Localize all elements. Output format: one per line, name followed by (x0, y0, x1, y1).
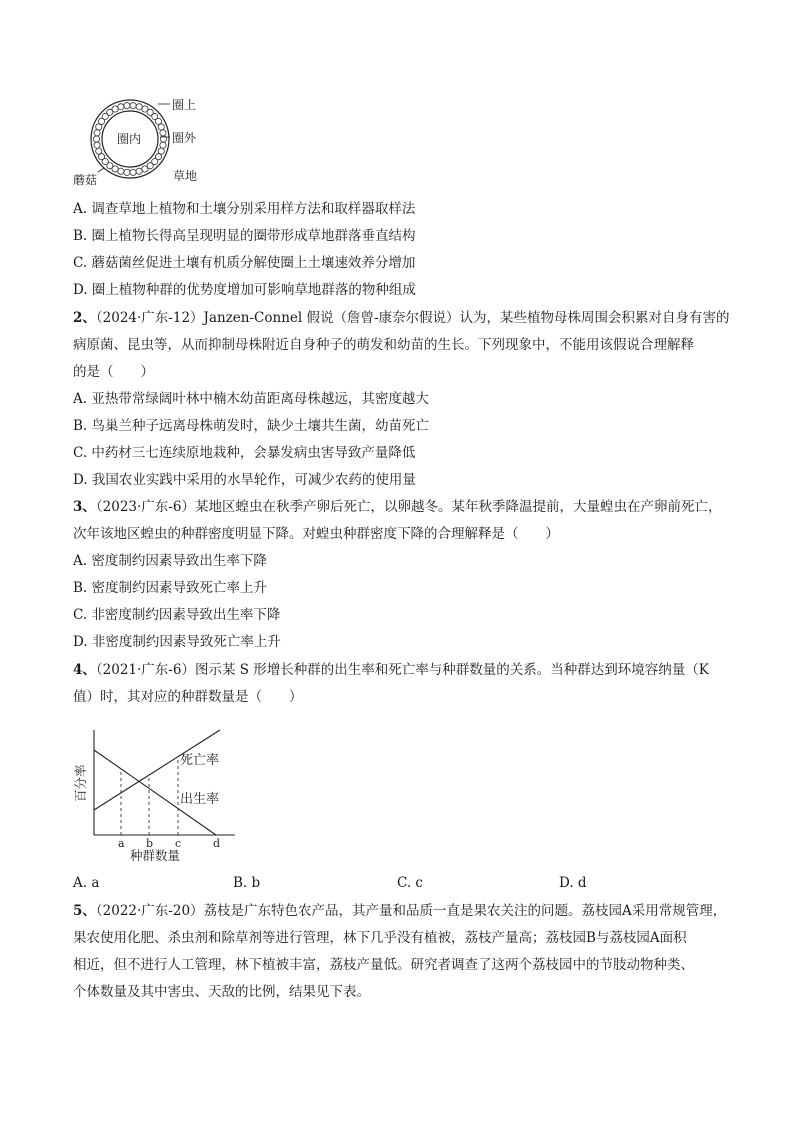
mushroom-dot (158, 124, 164, 130)
mushroom-dot (112, 106, 118, 112)
q3-stem-line-1 (73, 498, 721, 516)
mushroom-dot (94, 130, 100, 136)
q2-number: 2、 (73, 310, 96, 326)
mushroom-dot (93, 136, 99, 142)
mushroom-dot (136, 104, 142, 110)
q4-option-c: C. c (397, 875, 423, 891)
mushroom-dot (136, 168, 142, 174)
mushroom-dot (160, 130, 166, 136)
q3-stem-line-2: 次年该地区蝗虫的种群密度明显下降。对蝗虫种群密度下降的合理解释是（ ） (73, 526, 559, 542)
q1-option-d: D. 圈上植物种群的优势度增加可影响草地群落的物种组成 (73, 282, 416, 298)
birth-death-rate-chart (70, 722, 250, 867)
q4-option-b: B. b (233, 875, 261, 891)
mushroom-dot (142, 166, 148, 172)
label-quannei: 圈内 (117, 132, 142, 146)
x-axis-label: 种群数量 (130, 848, 181, 863)
mushroom-dot (160, 142, 166, 148)
label-caodi: 草地 (173, 169, 198, 183)
q1-option-a: A. 调查草地上植物和土壤分别采用样方法和取样器取样法 (73, 201, 416, 217)
label-mogu: 蘑菇 (73, 173, 98, 187)
q2-stem-line-2: 病原菌、昆虫等，从而抑制母株附近自身种子的萌发和幼苗的生长。下列现象中，不能用该假说合理解释 (73, 337, 694, 353)
q3-stem-text-1: （2023·广东-6）某地区蝗虫在秋季产卵后死亡，以卵越冬。某年秋季降温提前，大量蝗虫在产卵前死亡， (95, 499, 722, 515)
q2-stem-text-1: （2024·广东-12）Janzen-Connel 假说（詹曾-康奈尔假说）认为，某些植物母株周围会积累对自身有害的 (95, 310, 730, 326)
x-tick-label-b: b (146, 837, 154, 850)
q5-stem-line-1 (73, 902, 726, 920)
q4-stem-line-2: 值）时，其对应的种群数量是（ ） (73, 689, 303, 705)
mushroom-dot (94, 142, 100, 148)
q5-stem-line-3: 相近，但不进行人工管理，林下植被丰富，荔枝产量低。研究者调查了这两个荔枝园中的节肢动物种类、 (73, 957, 694, 973)
mushroom-dot (130, 103, 136, 109)
q5-stem-text-1: （2022·广东-20）荔枝是广东特色农产品，其产量和品质一直是果农关注的问题。荔枝园A采用常规管理， (95, 903, 727, 919)
q2-option-c: C. 中药材三七连续原地栽种，会暴发病虫害导致产量降低 (73, 445, 416, 461)
q5-number: 5、 (73, 903, 96, 919)
label-quanshang: 圈上 (172, 98, 197, 112)
mushroom-dot (96, 148, 102, 154)
mushroom-dot (118, 104, 124, 110)
series-label-birth-rate: 出生率 (180, 792, 220, 807)
q3-number: 3、 (73, 499, 96, 515)
q3-option-b: B. 密度制约因素导致死亡率上升 (73, 580, 268, 596)
q4-number: 4、 (73, 662, 96, 678)
q3-option-d: D. 非密度制约因素导致死亡率上升 (73, 634, 281, 650)
x-tick-label-c: c (175, 837, 182, 850)
mushroom-dot (124, 169, 130, 175)
x-tick-label-d: d (213, 837, 221, 850)
q4-stem-text-1: （2021·广东-6）图示某 S 形增长种群的出生率和死亡率与种群数量的关系。当种群达到环境容纳量（K (95, 662, 709, 678)
q1-option-c: C. 蘑菇菌丝促进土壤有机质分解使圈上土壤速效养分增加 (73, 255, 416, 271)
mushroom-dot (124, 103, 130, 109)
q5-stem-line-2: 果农使用化肥、杀虫剂和除草剂等进行管理，林下几乎没有植被，荔枝产量高；荔枝园B与荔枝园A面积 (73, 930, 687, 946)
series-label-death-rate: 死亡率 (180, 753, 220, 768)
q4-stem-line-1 (73, 661, 709, 679)
q5-stem-line-4: 个体数量及其中害虫、天敌的比例，结果见下表。 (73, 984, 370, 1000)
q1-option-b: B. 圈上植物长得高呈现明显的圈带形成草地群落垂直结构 (73, 228, 416, 244)
q2-stem-line-3: 的是（ ） (73, 364, 154, 380)
q2-option-b: B. 鸟巢兰种子远离母株萌发时，缺少土壤共生菌，幼苗死亡 (73, 418, 430, 434)
q2-option-d: D. 我国农业实践中采用的水旱轮作，可减少农药的使用量 (73, 472, 416, 488)
q4-option-a: A. a (73, 875, 100, 891)
y-axis-label: 百分率 (73, 764, 88, 802)
x-tick-label-a: a (118, 837, 125, 850)
q4-option-d: D. d (559, 875, 587, 891)
q2-stem-line-1 (73, 309, 730, 327)
q2-option-a: A. 亚热带常绿阔叶林中楠木幼苗距离母株越远，其密度越大 (73, 391, 429, 407)
q3-option-c: C. 非密度制约因素导致出生率下降 (73, 607, 281, 623)
fairy-ring-diagram (70, 92, 210, 192)
mushroom-dot (118, 168, 124, 174)
q3-option-a: A. 密度制约因素导致出生率下降 (73, 553, 267, 569)
label-quanwai: 圈外 (172, 131, 197, 145)
mushroom-dot (130, 169, 136, 175)
